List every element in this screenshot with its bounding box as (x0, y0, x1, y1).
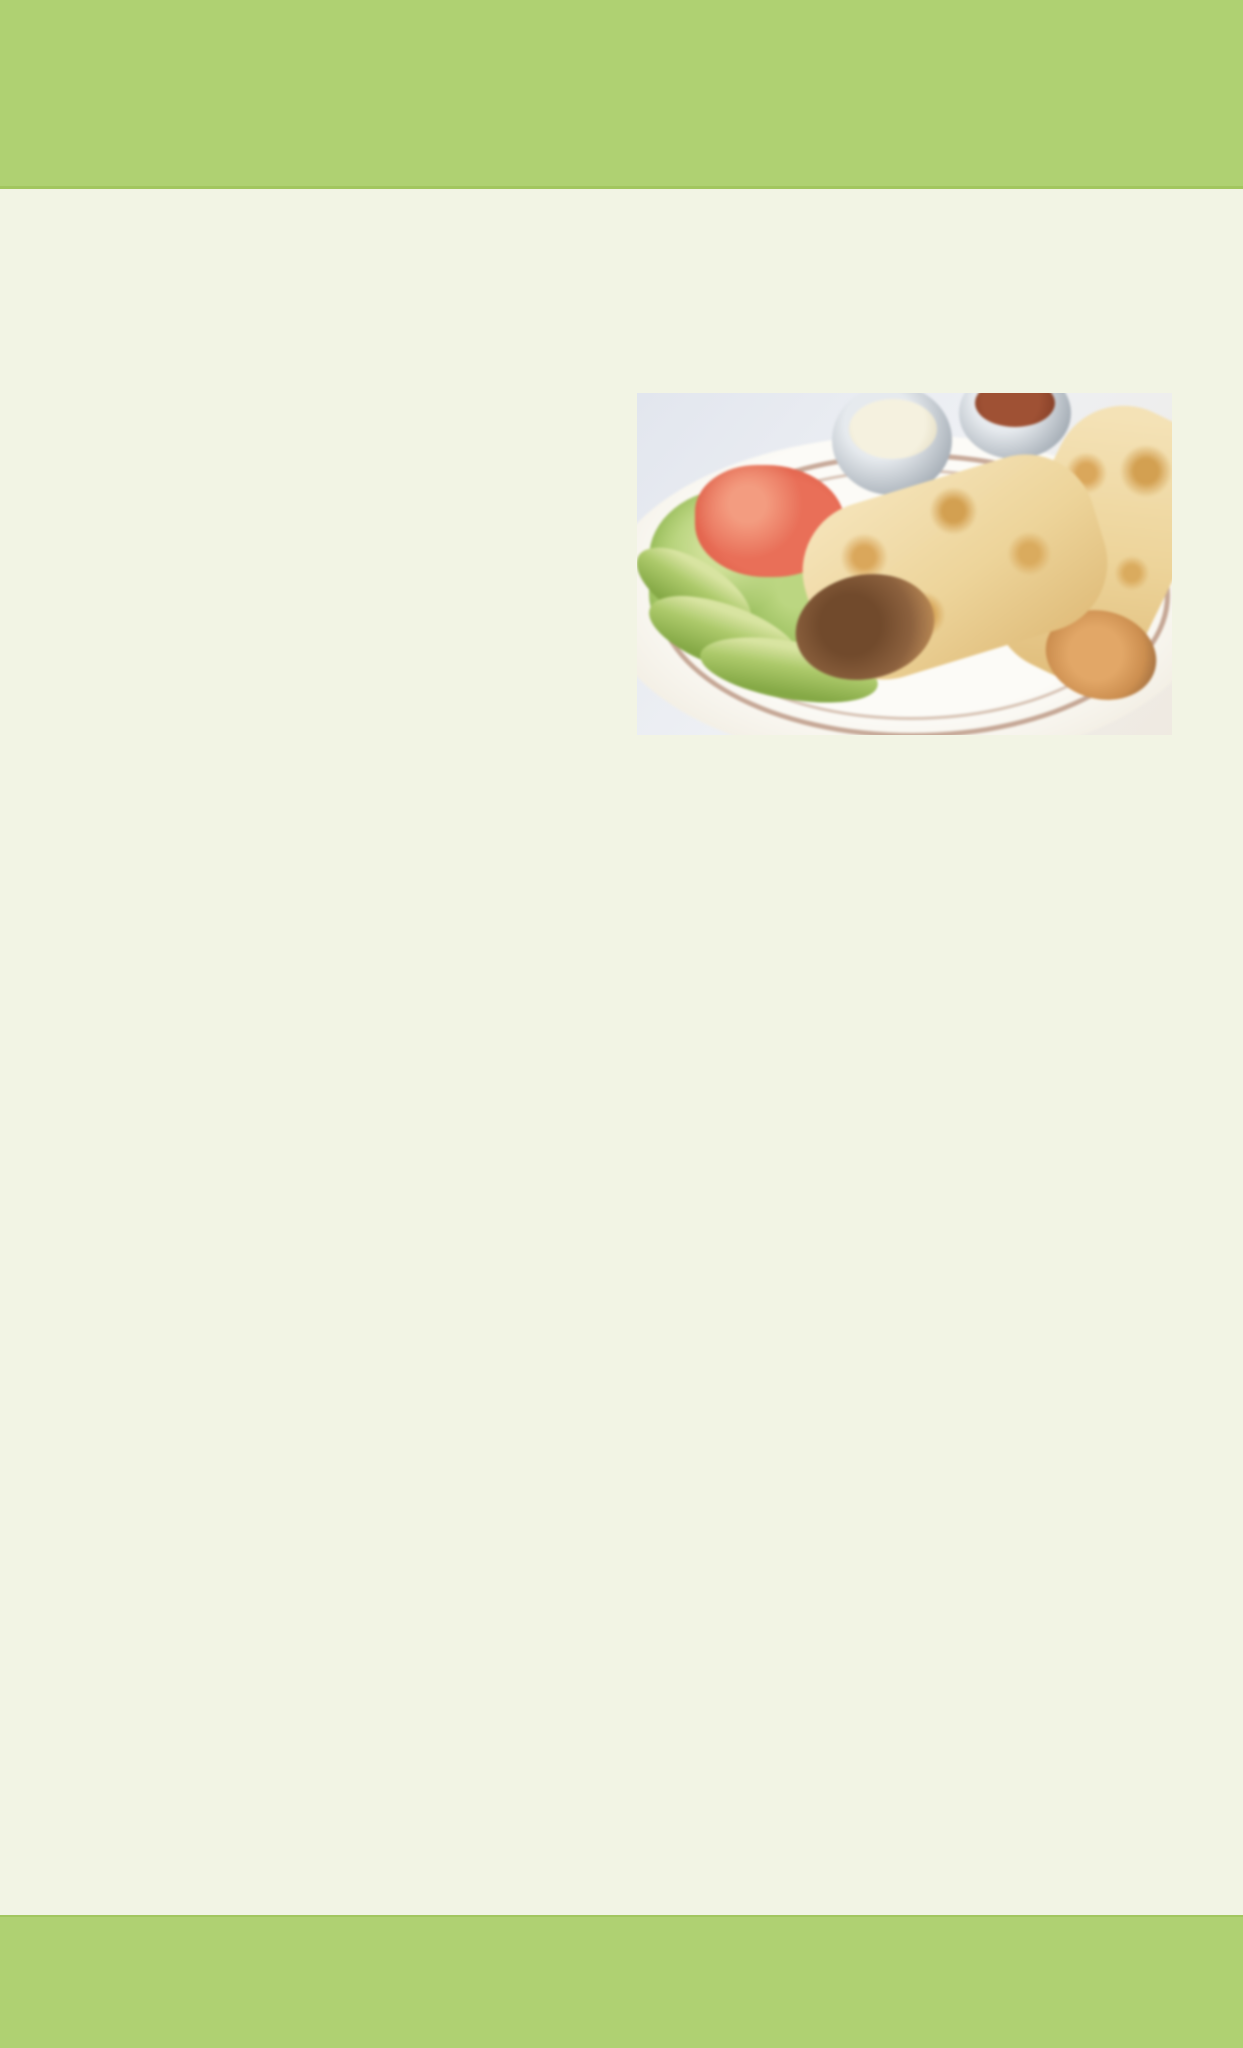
header-band (0, 0, 1243, 189)
white-sauce (849, 399, 937, 459)
photo-scene (637, 393, 1172, 735)
footer-band (0, 1915, 1243, 2048)
burrito-plate-photo (637, 393, 1172, 735)
